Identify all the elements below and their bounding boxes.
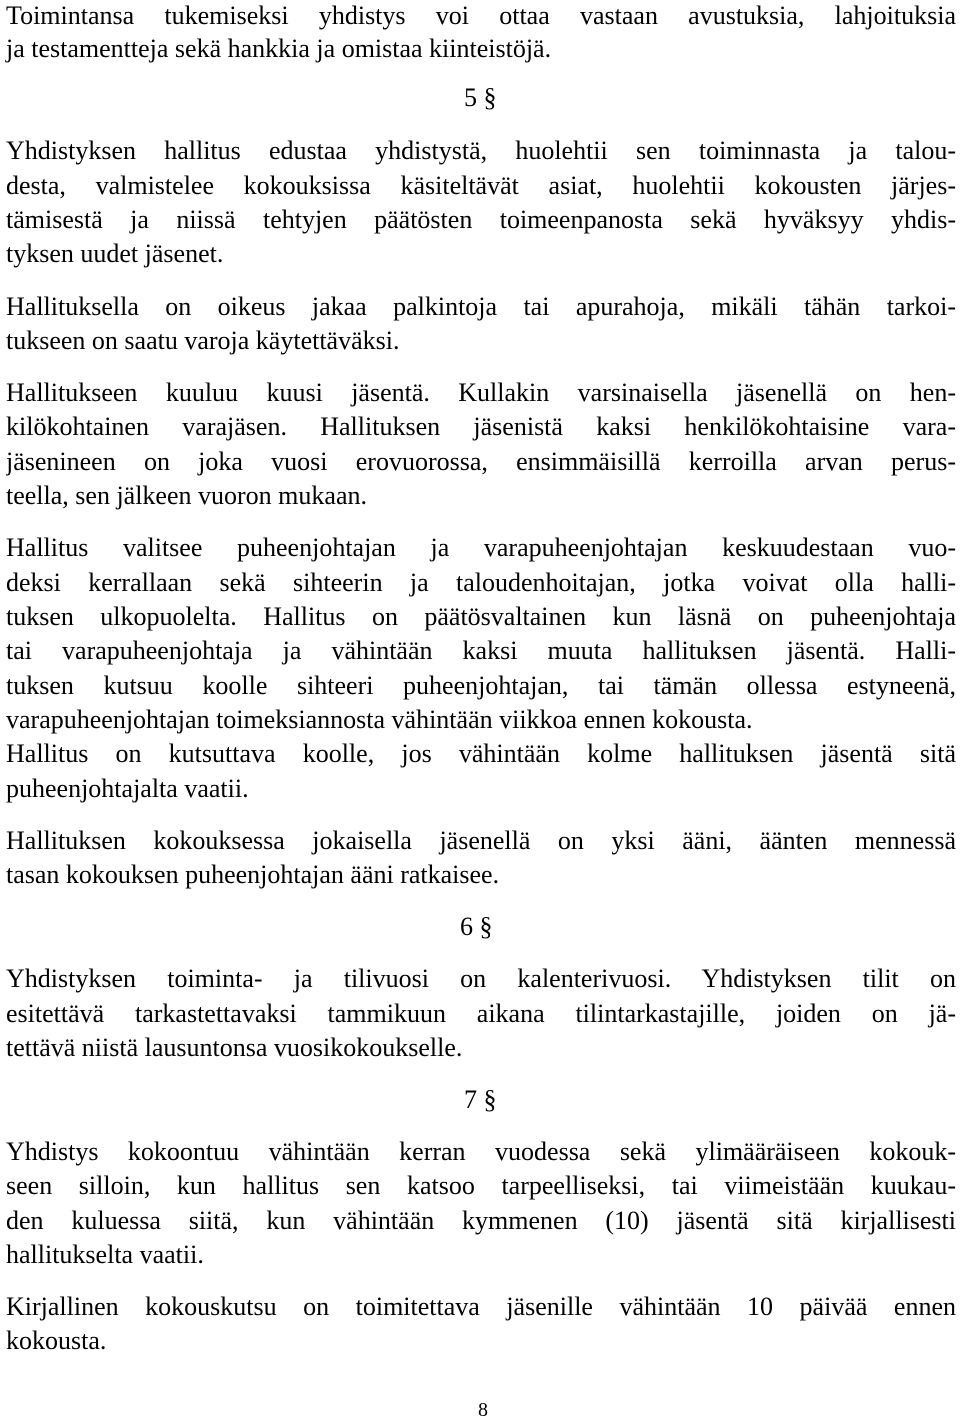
section-heading: 7 § xyxy=(464,1085,497,1114)
text-line: varapuheenjohtajan toimeksiannosta vähintään viikkoa ennen kokousta. xyxy=(6,705,753,734)
text-line: Toimintansa tukemiseksi yhdistys voi ottaa vastaan avustuksia, lahjoituksia xyxy=(6,1,956,30)
section-heading: 6 § xyxy=(460,912,493,941)
text-line: seen silloin, kun hallitus sen katsoo tarpeelliseksi, tai viimeistään kuukau- xyxy=(6,1171,956,1200)
text-line: tämisestä ja niissä tehtyjen päätösten toimeenpanosta sekä hyväksyy yhdis- xyxy=(6,205,956,234)
text-line: kokousta. xyxy=(6,1326,107,1355)
text-line: Hallitukseen kuuluu kuusi jäsentä. Kullakin varsinaisella jäsenellä on hen- xyxy=(6,378,956,407)
text-line: Yhdistyksen toiminta- ja tilivuosi on kalenterivuosi. Yhdistyksen tilit on xyxy=(6,964,956,993)
text-line: Kirjallinen kokouskutsu on toimitettava jäsenille vähintään 10 päivää ennen xyxy=(6,1292,956,1321)
text-line: puheenjohtajalta vaatii. xyxy=(6,774,249,803)
text-line: Hallitus on kutsuttava koolle, jos vähintään kolme hallituksen jäsentä sitä xyxy=(6,739,956,768)
text-line: Hallituksen kokouksessa jokaisella jäsenellä on yksi ääni, äänten mennessä xyxy=(6,826,956,855)
text-line: Hallituksella on oikeus jakaa palkintoja tai apurahoja, mikäli tähän tarkoi- xyxy=(6,292,956,321)
text-line: Yhdistyksen hallitus edustaa yhdistystä, huolehtii sen toiminnasta ja talou- xyxy=(6,136,956,165)
text-line: tuksen kutsuu koolle sihteeri puheenjohtajan, tai tämän ollessa estyneenä, xyxy=(6,671,956,700)
text-line: tai varapuheenjohtaja ja vähintään kaksi muuta hallituksen jäsentä. Halli- xyxy=(6,636,956,665)
text-line: desta, valmistelee kokouksissa käsiteltävät asiat, huolehtii kokousten järjes- xyxy=(6,171,956,200)
text-line: ja testamentteja sekä hankkia ja omistaa kiinteistöjä. xyxy=(6,34,552,63)
page-number: 8 xyxy=(478,1399,488,1421)
text-line: tukseen on saatu varoja käytettäväksi. xyxy=(6,326,400,355)
text-line: kilökohtainen varajäsen. Hallituksen jäsenistä kaksi henkilökohtaisine vara- xyxy=(6,412,956,441)
text-line: teella, sen jälkeen vuoron mukaan. xyxy=(6,481,367,510)
text-line: hallitukselta vaatii. xyxy=(6,1240,204,1269)
text-line: deksi kerrallaan sekä sihteerin ja taloudenhoitajan, jotka voivat olla halli- xyxy=(6,568,956,597)
text-line: Yhdistys kokoontuu vähintään kerran vuodessa sekä ylimääräiseen kokouk- xyxy=(6,1137,956,1166)
text-line: tyksen uudet jäsenet. xyxy=(6,239,224,268)
text-line: tasan kokouksen puheenjohtajan ääni ratkaisee. xyxy=(6,860,500,889)
text-line: tettävä niistä lausuntonsa vuosikokoukselle. xyxy=(6,1033,463,1062)
text-line: esitettävä tarkastettavaksi tammikuun aikana tilintarkastajille, joiden on jä- xyxy=(6,999,956,1028)
section-heading: 5 § xyxy=(464,83,497,112)
text-line: den kuluessa siitä, kun vähintään kymmenen (10) jäsentä sitä kirjallisesti xyxy=(6,1206,956,1235)
text-line: tuksen ulkopuolelta. Hallitus on päätösvaltainen kun läsnä on puheenjohtaja xyxy=(6,602,956,631)
text-line: Hallitus valitsee puheenjohtajan ja varapuheenjohtajan keskuudestaan vuo- xyxy=(6,533,956,562)
text-line: jäsenineen on joka vuosi erovuorossa, ensimmäisillä kerroilla arvan perus- xyxy=(6,447,956,476)
